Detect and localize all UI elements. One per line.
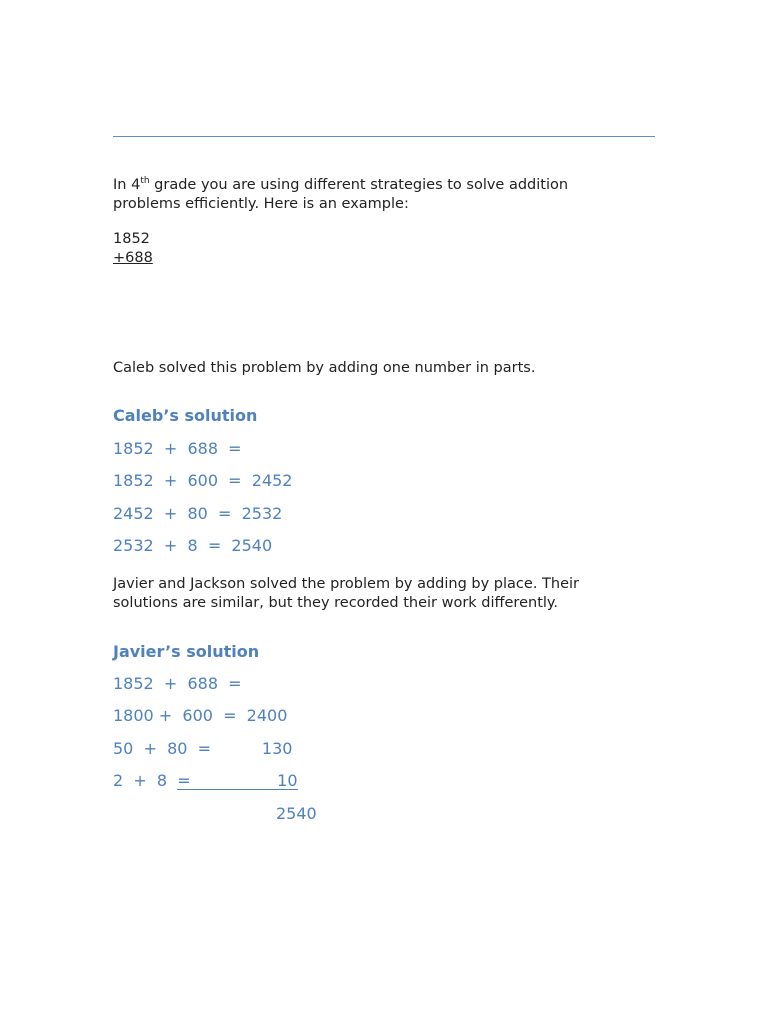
example-problem bbox=[113, 230, 673, 267]
intro-line-2: problems efficiently. Here is an example: bbox=[113, 195, 409, 212]
intro-line-1: In 4th grade you are using different strategies to solve addition bbox=[113, 176, 569, 193]
intro-paragraph bbox=[113, 176, 673, 213]
javier-line-3: 50 + 80 = 130 bbox=[113, 739, 293, 758]
example-bottom-number: +688 bbox=[113, 249, 153, 266]
caleb-line-1: 1852 + 688 = bbox=[113, 439, 242, 458]
javier-line-1: 1852 + 688 = bbox=[113, 674, 242, 693]
javier-line-4: 2 + 8 = 10 bbox=[113, 771, 298, 790]
caleb-line-2: 1852 + 600 = 2452 bbox=[113, 471, 293, 490]
javier-intro bbox=[113, 575, 673, 612]
header-rule bbox=[113, 136, 655, 137]
example-top-number: 1852 bbox=[113, 231, 150, 247]
caleb-line-4: 2532 + 8 = 2540 bbox=[113, 536, 273, 555]
javier-line-2: 1800 + 600 = 2400 bbox=[113, 706, 288, 725]
javier-intro-line-2: solutions are similar, but they recorded their work differently. bbox=[113, 594, 559, 611]
caleb-heading: Caleb’s solution bbox=[113, 406, 258, 425]
javier-line-4-underlined: = 10 bbox=[177, 771, 298, 790]
caleb-intro: Caleb solved this problem by adding one number in parts. bbox=[113, 360, 536, 376]
javier-intro-line-1: Javier and Jackson solved the problem by adding by place. Their bbox=[113, 576, 579, 592]
caleb-line-3: 2452 + 80 = 2532 bbox=[113, 504, 283, 523]
javier-heading: Javier’s solution bbox=[113, 642, 260, 661]
javier-total: 2540 bbox=[276, 804, 317, 823]
ordinal-suffix: th bbox=[140, 176, 150, 187]
